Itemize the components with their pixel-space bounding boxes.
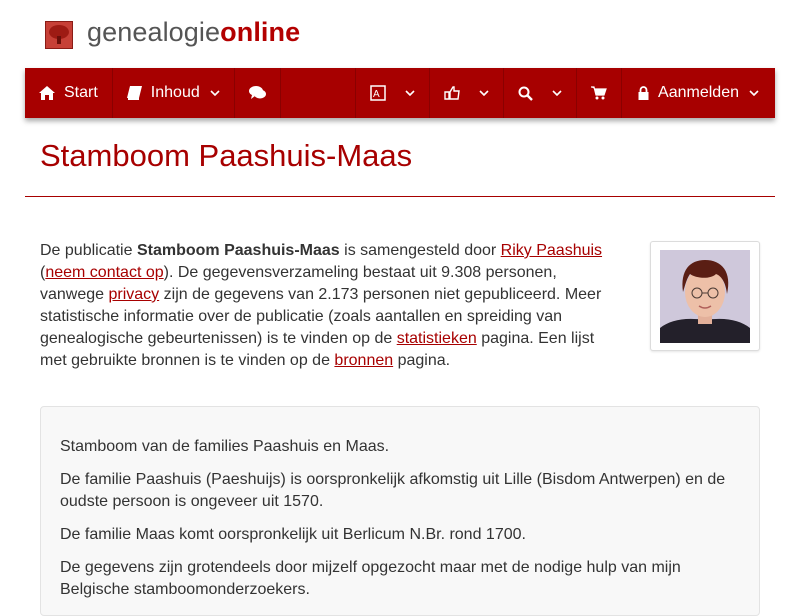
sources-link[interactable]: bronnen bbox=[334, 352, 394, 369]
lock-icon bbox=[638, 86, 649, 100]
brand-name-bold: online bbox=[220, 17, 301, 47]
nav-contents-label: Inhoud bbox=[150, 84, 200, 101]
chevron-down-icon bbox=[552, 90, 562, 96]
nav-forum[interactable] bbox=[235, 68, 281, 118]
intro-text: is samengesteld door bbox=[339, 242, 501, 259]
contact-link[interactable]: neem contact op bbox=[45, 264, 164, 281]
author-link[interactable]: Riky Paashuis bbox=[500, 242, 603, 259]
chevron-down-icon bbox=[210, 90, 220, 96]
nav-contents[interactable] bbox=[113, 68, 235, 118]
home-icon bbox=[39, 86, 55, 100]
description-paragraph: Stamboom van de families Paashuis en Maas. bbox=[60, 438, 390, 455]
publication-intro bbox=[40, 240, 615, 372]
statistics-link[interactable]: statistieken bbox=[396, 330, 477, 347]
chevron-down-icon bbox=[405, 90, 415, 96]
description-paragraph: De familie Maas komt oorspronkelijk uit Berlicum N.Br. rond 1700. bbox=[60, 526, 526, 543]
page-title: Stamboom Paashuis-Maas bbox=[40, 138, 413, 173]
intro-text: zijn de gegevens van 2.173 personen niet gepubliceerd. Meer statistische informatie over de publicatie (zoals aantallen en spreiding van genealogische gebeurtenissen) is te vinden op de bbox=[40, 286, 602, 347]
nav-start-label: Start bbox=[64, 84, 98, 101]
site-logo-text[interactable] bbox=[87, 17, 300, 48]
thumbs-up-icon bbox=[444, 86, 460, 100]
tree-logo-icon[interactable] bbox=[45, 21, 73, 49]
brand-name-light: genealogie bbox=[87, 17, 221, 47]
intro-text: De publicatie bbox=[40, 242, 137, 259]
intro-text: ( bbox=[40, 264, 46, 281]
intro-text: ). De gegevensverzameling bestaat uit 9.308 personen, vanwege bbox=[40, 264, 557, 303]
description-paragraph: De familie Paashuis (Paeshuijs) is oorspronkelijk afkomstig uit Lille (Bisdom Antwerpen) en de oudste persoon is ongeveer uit 1570. bbox=[60, 471, 726, 510]
publication-name: Stamboom Paashuis-Maas bbox=[136, 242, 340, 259]
site-header bbox=[0, 0, 800, 68]
nav-start[interactable] bbox=[25, 68, 113, 118]
cart-icon bbox=[591, 86, 607, 100]
chevron-down-icon bbox=[479, 90, 489, 96]
search-icon bbox=[518, 86, 533, 101]
description-paragraph: De gegevens zijn grotendeels door mijzelf opgezocht maar met de nodige hulp van mijn Belgische stamboomonderzoekers. bbox=[60, 559, 681, 598]
book-icon bbox=[127, 86, 142, 100]
chevron-down-icon bbox=[749, 90, 759, 96]
intro-text: pagina. Een lijst met gebruikte bronnen is te vinden op de bbox=[40, 330, 595, 369]
privacy-link[interactable]: privacy bbox=[108, 286, 160, 303]
main-navbar bbox=[25, 68, 775, 118]
language-icon bbox=[370, 85, 386, 101]
svg-text:A: A bbox=[373, 89, 380, 100]
publication-description bbox=[40, 406, 760, 616]
nav-shop[interactable] bbox=[577, 68, 622, 118]
nav-recommend[interactable] bbox=[430, 68, 504, 118]
nav-language[interactable] bbox=[356, 68, 430, 118]
author-photo[interactable] bbox=[650, 241, 760, 351]
nav-spacer bbox=[281, 68, 356, 118]
comments-icon bbox=[249, 86, 266, 100]
nav-login[interactable] bbox=[622, 68, 775, 118]
nav-login-label: Aanmelden bbox=[658, 84, 739, 101]
nav-search[interactable] bbox=[504, 68, 577, 118]
title-divider bbox=[25, 196, 775, 197]
intro-text: pagina. bbox=[393, 352, 451, 369]
